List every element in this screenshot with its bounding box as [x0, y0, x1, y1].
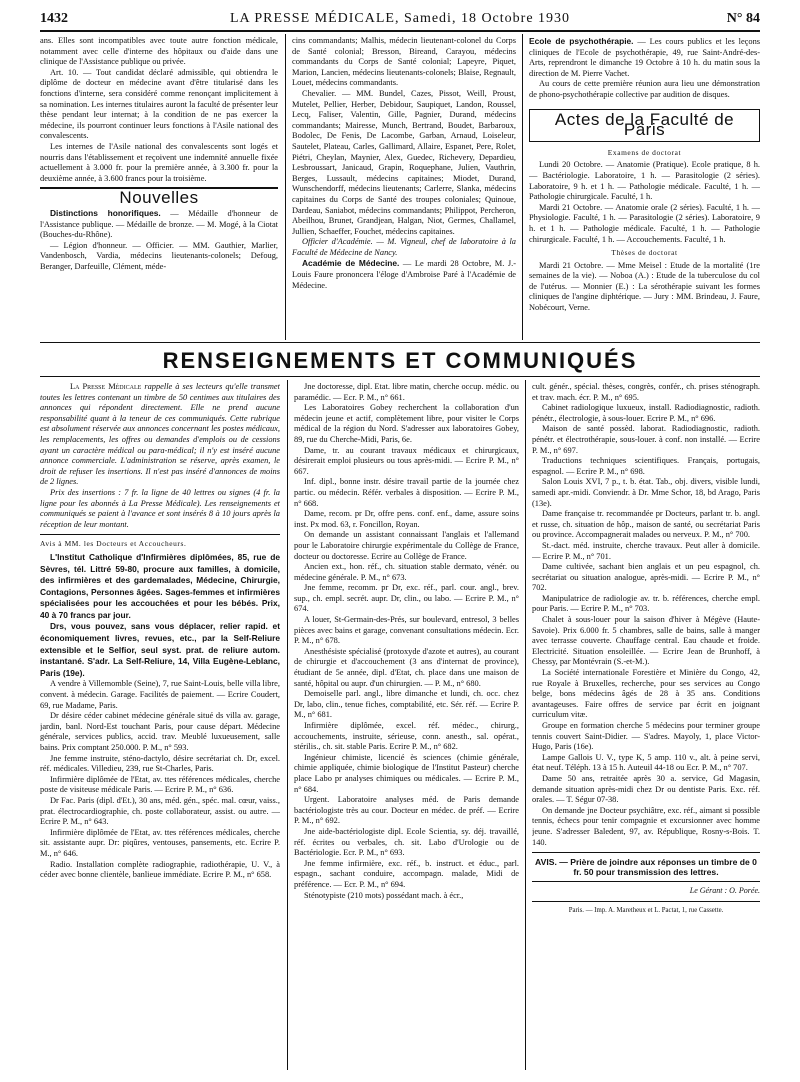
- column-divider: [522, 34, 523, 340]
- avis-notice: AVIS. — Prière de joindre aux réponses un timbre de 0 fr. 50 pour transmission des lettres.: [535, 857, 757, 878]
- paragraph: — Le mardi 28 Octobre, M. J.-Louis Faure prononcera l'éloge d'Ambroise Paré à l'Académie de Médecine.: [292, 259, 516, 290]
- classified-ad: Dame 50 ans, retraitée après 30 a. service, Gd Magasin, demande situation après-midi chez Dr ou dentiste Paris. Exc. réf. orales. — T. Ségur 07-38.: [532, 773, 760, 805]
- column-1-top: [40, 36, 278, 340]
- classified-ad: Dame cultivée, sachant bien anglais et un peu espagnol, ch. secrétariat ou situation analogue, après-midi. — Ecrire P. M., n° 702.: [532, 562, 760, 593]
- classified-ad: Sténotypiste (210 mots) possédant mach. à écr.,: [304, 890, 464, 900]
- paragraph: Art. 10. — Tout candidat déclaré admissible, qui obtiendra le diplôme de docteur en médecine avant d'être titularisé dans les fonctions d'interne, sera considéré comme renonçant implicitement à sa nomination. Les internes titulaires auront la faculté de présenter leur thèse pendant leur internat; à la condition de ne pas exercer la médecine, ils pourront continuer leurs fonctions à l'Asile national des convalescents.: [40, 67, 278, 141]
- divider: [532, 881, 760, 882]
- subheading: Académie de Médecine.: [302, 258, 400, 269]
- classified-ad: Dame, tr. au courant travaux médicaux et chirurgicaux, désirerait emploi plusieurs ou tous après-midi. — Ecrire P. M., n° 667.: [294, 445, 519, 476]
- subheading: Thèses de doctorat: [611, 248, 678, 258]
- section-banner: RENSEIGNEMENTS ET COMMUNIQUÉS: [162, 348, 638, 373]
- section-heading: Actes de la Faculté de Paris: [554, 109, 735, 140]
- divider: [532, 852, 760, 853]
- classified-ad: Traductions techniques scientifiques. Français, portugais, espagnol. — Ecrire P. M., n° 698.: [532, 456, 760, 476]
- classified-ad: Urgent. Laboratoire analyses méd. de Paris demande bactériologiste très au cour. Docteur en médec. de préf. — Ecrire P. M., n° 692.: [294, 795, 519, 826]
- classified-ad: Inf. dipl., bonne instr. désire travail partie de la journée chez partic. ou médecin. Référ. verbales à disposition. — Ecrire P. M., n° 668.: [294, 477, 519, 508]
- divider: [532, 901, 760, 902]
- classified-ad: Ancien ext., hon. réf., ch. situation stable dermato, vénér. ou médecine générale. P. M., n° 673.: [294, 562, 519, 582]
- classified-ad: Radio. Installation complète radiographie, radiothérapie, U. V., à céder avec bonne clientèle, banlieue immédiate. Ecrire P. M., n° 658.: [40, 859, 280, 880]
- classified-ad: Jne femme, recomm. pr Dr, exc. réf., parl. cour. angl., brev. sup., ch. empl. secrét. aupr. Dr, clin., ou labo. — Ecrire P. M., n° 674.: [294, 583, 519, 614]
- classified-ad: On demande un assistant connaissant l'anglais et l'allemand pour le Laboratoire chirurgie expérimentale du Collège de France, docteur ou doctoresse. Ecrire au Collège de France.: [294, 530, 519, 561]
- paragraph: cins commandants; Malhis, médecin lieutenant-colonel du Corps de Santé colonial; Bresson, Bireand, Carayou, médecins commandants du Corps de Santé colonial; Lapeyre, Piquet, Marion, Lancien, médecins lieutenants-colonels; Blaise, Regnault, Louet, médecins commandants.: [292, 36, 516, 88]
- intro-text: rappelle à ses lecteurs qu'elle transmet toutes les lettres contenant un timbre de 50 centimes aux titulaires des annonces qui répondent directement. Elle ne prend aucune responsabilité quant à la teneur de ces communiqués. Cette rubrique est absolument réservée aux annonces concernant les postes médicaux, les remplacements, les offres ou demandes d'emplois ou de cessions ayant un caractère médical ou para-médical; il n'y est inséré aucune annonce commerciale. L'administration se réserve, après examen, le droit de refuser les insertions. Il n'est pas inséré d'annonces de moins de 2 lignes.: [40, 382, 280, 487]
- classified-ad: Infirmière diplômée de l'Etat, av. ttes références médicales, cherche sit. assistante aupr. Dr: piqûres, ventouses, pansements, etc. Ecrire P. M., n° 646.: [40, 827, 280, 858]
- classified-ad: Groupe en formation cherche 5 médecins pour terminer groupe tennis couvert Saint-Didier. — S'adres. Mayoly, 1, place Victor-Hugo, Paris (16e).: [532, 721, 760, 752]
- classified-ad: cult. génér., spécial. thèses, congrès, confér., ch. prises sténograph. et trav. mach. écr. P. M., n° 695.: [532, 382, 760, 402]
- classified-ad: Drs, vous pouvez, sans vous déplacer, relier rapid. et économiquement livres, revues, etc., par la Self-Reliure extensible et le Selfior, seul syst. prat. de reliure autom. instantané. S'adr. La Self-Reliure, 14, Villa Eugène-Leblanc, Paris (19e).: [40, 621, 280, 678]
- classified-ad: Maison de santé possèd. laborat. Radiodiagnostic, radioth. pénétr. et électrothérapie, sous-louer. à conf. non installé. — Ecrire P. M., n° 697.: [532, 424, 760, 455]
- subheading: Ecole de psychothérapie.: [529, 36, 634, 46]
- ads-notice: Avis à MM. les Docteurs et Accoucheurs.: [40, 539, 187, 549]
- classified-ad: Les Laboratoires Gobey recherchent la collaboration d'un médecin jeune et actif, complètement libre, pour visiter le Corps médical de la région du Nord. S'adresser aux laboratoires Gobey, 89, rue du Cherche-Midi, Paris, 6e.: [294, 403, 519, 444]
- classified-ad: Chalet à sous-louer pour la saison d'hiver à Mégève (Haute-Savoie). Prix 6.000 fr. 5 chambres, salle de bains, salle à manger avec terrasse couverte. Chauffage central. Eau chaude et froide. Electricité. Situation ensoleillée. — Ecrire Jean de Brunhoff, à Chessy, par Montévrain (S.-et-M.).: [532, 615, 760, 667]
- classified-ad: Anesthésiste spécialisé (protoxyde d'azote et autres), au courant de chirurgie et d'accouchement (3 ans d'internat de province), étudiant de 5e année, dipl. d'Etat, ch. place dans une maison de santé, hôpital ou aupr. d'un chirurgien. — P. M., n° 680.: [294, 646, 519, 688]
- paragraph: — Médaille d'honneur de l'Assistance publique. — Médaille de bronze. — M. Mogé, à la Ciotat (Bouches-du-Rhône).: [40, 208, 278, 240]
- gerant-line: Le Gérant : O. Porée.: [689, 886, 760, 896]
- column-3-ads: [532, 382, 760, 1072]
- paragraph: Chevalier. — MM. Bundel, Cazes, Pissot, Weill, Proust, Mutelet, Pellier, Herber, Debidour, Saupiquet, Landon, Roussel, Lecq, Faliser, Valentin, Gille, Pagnier, Durand, médecins commandants; Mairesse, Munch, Bertrand, Boudet, Barbaroux, Bodolec, De Fenis, De Lacombe, Garban, Arnaud, Loiseleur, Sautelet, Plateau, Carles, Gallimard, Allaire, Espanet, Pere, Rolet, Piétri, Cheylan, Maynier, Alex, Guedec, Richevery, Depardieu, Lesbroussart, Janicaud, Grapin, Roquephane, Julien, Vauthrin, Berges, Lussault, médecins capitaines; Miodet, Durand, Wunschendorff, médecins lieutenants; Carlerre, Slanka, médecins capitaines du Corps de Santé des troupes coloniales; Quinoue, Dardeau, Saniabot, médecins commandants; Philippot, Percheron, Abeilhou, Brunet, Grandjean, Halgan, Niot, Germes, Challamel, Jullien, Schaeffer, Fouchet, médecins capitaines.: [292, 88, 516, 236]
- classified-ad: L'Institut Catholique d'Infirmières diplômées, 85, rue de Sèvres, tél. Littré 59-80, procure aux familles, à domicile, des infirmières et des gardemalades, Médecine, Chirurgie, Contagions, Personnes âgées. Sages-femmes et infirmières spécialisées pour les accouchées et pour les bébés. Prix, 40 à 70 francs par jour.: [40, 551, 280, 620]
- classified-ad: Manipulatrice de radiologie av. tr. b. références, cherche empl. pour Paris. — Ecrire P. M., n° 703.: [532, 593, 760, 614]
- divider: [40, 534, 280, 535]
- classified-ad: A vendre à Villemomble (Seine), 7, rue Saint-Louis, belle villa libre, convent. à médecin. Garage. Facilités de paiement. — Ecrire Coudert, 69, rue Madame, Paris.: [40, 679, 280, 710]
- classified-ad: Dr Fac. Paris (dipl. d'Et.), 30 ans, méd. gén., spéc. mal. cœur, vaiss., prat. électrocardiographie, ch. poste collaborateur, assist. ou autre. — Ecrire P. M., n° 643.: [40, 795, 280, 827]
- classified-ad: La Société internationale Forestière et Minière du Congo, 42, rue Royale à Bruxelles, recherche, pour ses services au Congo belge, bons médecins âgés de 28 à 35 ans. Conditions avantageuses. Faire offres de service par écrit en joignant curriculum vitæ.: [532, 668, 760, 720]
- classified-ad: Jne aide-bactériologiste dipl. Ecole Scientia, sy. déj. travaillé, réf. écrites ou verbales, ch. sit. Labo d'Urologie ou de Bactériologie. Ecr. P. M., n° 693.: [294, 826, 519, 858]
- page-header: [40, 8, 760, 32]
- classified-ad: Salon Louis XVI, 7 p., t. b. état. Tab., obj. divers, visible lundi, samedi apr.-midi. Conviendr. à Dr. Mme Schor, 18, bd Arago, Paris (13e).: [532, 477, 760, 508]
- classified-ad: Jne doctoresse, dipl. Etat. libre matin, cherche occup. médic. ou paramédic. — Ecr. P. M., n° 661.: [294, 382, 519, 402]
- imprint-line: Paris. — Imp. A. Maretheux et L. Pactat, 1, rue Cassette.: [568, 906, 724, 914]
- classified-ad: Cabinet radiologique luxueux, install. Radiodiagnostic, radioth. pénétr., électrologie, à sous-louer. Ecrire P. M., n° 696.: [532, 403, 760, 423]
- divider: [40, 376, 760, 377]
- classified-ad: Infirmière diplômée de l'Etat, av. ttes références médicales, cherche poste de visiteuse médicale Paris. — Ecrire P. M., n° 636.: [40, 774, 280, 795]
- publication-title: LA PRESSE MÉDICALE, Samedi, 18 Octobre 1930: [229, 11, 571, 26]
- classified-ad: On demande jne Docteur psychiâtre, exc. réf., aimant si possible tennis, échecs pour tenir compagnie et excursionner avec homme jeune. S'adresser Baledent, 97, av. République, Rosny-s-Bois. T. 140.: [532, 805, 760, 847]
- paragraph: Officier d'Académie. — M. Vigneul, chef de laboratoire à la Faculté de Médecine de Nancy.: [292, 237, 516, 257]
- classified-ad: A louer, St-Germain-des-Prés, sur boulevard, entresol, 3 belles pièces avec bains et garage, convenant consultations médecin. Ecr. P. M., n° 678.: [294, 615, 519, 646]
- classified-ad: Ingénieur chimiste, licencié ès sciences (chimie générale, chimie appliquée, chimie biologique de l'Institut Pasteur) cherche place Labo pr analyses chimiques ou médicales. — Ecrire P. M., n° 684.: [294, 752, 519, 794]
- column-2-ads: [294, 382, 519, 1072]
- paragraph: Mardi 21 Octobre. — Anatomie orale (2 séries). Faculté, 1 h. — Physiologie. Faculté, 1 h. — Parasitologie (2 séries). Laboratoire, 9 h. et 1 h. — Pathologie médicale. Faculté, 1 h. — Pathologie chirurgicale. Faculté, 1 h. — Accouchements. Faculté, 1 h.: [529, 202, 760, 244]
- intro-lead: La Presse Médicale: [70, 382, 142, 391]
- column-2-top: [292, 36, 516, 340]
- classified-ad: Dame française tr. recommandée pr Docteurs, parlant tr. b. angl. et russe, ch. situation de hôp., maison de santé, ou secrétariat Paris ou province. Accompagnerait malades ou nerveux. P. M., n° 700.: [532, 509, 760, 540]
- column-3-top: [529, 36, 760, 340]
- paragraph: Les internes de l'Asile national des convalescents sont logés et nourris dans l'établissement et reçoivent une indemnité annuelle fixée actuellement à 3.000 fr. pour la première année, à 3.300 fr. pour la deuxième année, à 3.600 francs pour la troisième.: [40, 141, 278, 183]
- divider: [40, 342, 760, 343]
- paragraph: Lundi 20 Octobre. — Anatomie (Pratique). Ecole pratique, 8 h. — Bactériologie. Laboratoire, 1 h. — Parasitologie (2 séries). Laboratoire, 9 h. et 1 h. — Pathologie médicale. Faculté, 1 h. — Pathologie chirurgicale. Faculté, 1 h.: [529, 160, 760, 202]
- subheading: Distinctions honorifiques.: [50, 207, 161, 218]
- classified-ad: Dr désire céder cabinet médecine générale situé ds villa av. garage, jardin, banl. Nord-Est touchant Paris, pour cause départ. Médecine générale, services publics, accid. trav. Meublé luxueusement, salle bains. Prix comptant 250.000. P. M., n° 593.: [40, 711, 280, 752]
- subheading: Examens de doctorat: [607, 147, 682, 157]
- classified-ad: Jne femme instruite, sténo-dactylo, désire secrétariat ch. Dr, excel. réf. médicales. Villedieu, 239, rue St-Charles, Paris.: [40, 753, 280, 774]
- paragraph: — Les cours publics et les leçons cliniques de l'Ecole de psychothérapie, 49, rue Saint-André-des-Arts, reprendront le dimanche 19 Octobre à 10 h. du matin sous la direction de M. Pierre Vachet.: [529, 37, 760, 78]
- column-divider: [285, 34, 286, 340]
- paragraph: Au cours de cette première réunion aura lieu une démonstration de phono-psychothérapie collective par audition de disques.: [529, 79, 760, 99]
- column-divider: [525, 380, 526, 1070]
- actes-heading-box: [529, 109, 760, 142]
- intro-text: Prix des insertions : 7 fr. la ligne de 40 lettres ou signes (4 fr. la ligne pour les abonnés à La Presse Médicale). Les renseignements et communiqués se paient à l'avance et sont insérés 8 à 10 jours après la réception de leur montant.: [40, 487, 280, 529]
- classified-ad: Dame, recom. pr Dr, offre pens. conf. enf., dame, assure soins inst. Px mod. 63, r. Foncillon, Royan.: [294, 509, 519, 529]
- classified-ad: Demoiselle parl. angl., libre dimanche et lundi, ch. occ. chez Dr, labo, clin., tenue fiches, comptabilité, etc. Sér. réf. — Ecrire P. M., n° 681.: [294, 689, 519, 720]
- classified-ad: Lampe Gallois U. V., type K, 5 amp. 110 v., alt. à peine servi, état neuf. Téléph. 13 à 15 h. Auteuil 44-18 ou Ecr. P. M., n° 707.: [532, 752, 760, 773]
- section-heading: Nouvelles: [119, 188, 199, 208]
- column-divider: [287, 380, 288, 1070]
- classified-ad: Jne femme infirmière, exc. réf., b. instruct. et éduc., parl. espagn., sachant conduire, accompagn. malade, Midi de préférence. — Ecr. P. M., n° 694.: [294, 858, 519, 889]
- page-number: 1432: [40, 11, 68, 26]
- paragraph: — Légion d'honneur. — Officier. — MM. Gauthier, Marlier, Vandenbosch, Vardia, médecins lieutenants-colonels; Defoug, Beranger, Darfeuille, Clément, méde-: [40, 240, 278, 271]
- classified-ad: Infirmière diplômée, excel. réf. médec., chirurg., accouchements, instruite, sérieuse, conn. anesth., sal. opérat., stérilis., ch. sit. stable Paris. Ecrire P. M., n° 682.: [294, 721, 519, 752]
- paragraph: ans. Elles sont incompatibles avec toute autre fonction médicale, notamment avec celle d'interne des hôpitaux ou d'aide dans une clinique de l'Assistance publique ou privée.: [40, 36, 278, 67]
- paragraph: Mardi 21 Octobre. — Mme Meisel : Etude de la mortalité (1re semaines de la vie). — Noboa (A.) : Etude de la tuberculose du col de l'utérus. — Monnier (E.) : La sérothérapie suivant les formes cliniques de l'angine diphtérique. — Jury : MM. Brindeau, J. Faure, Nobécourt, Verne.: [529, 260, 760, 313]
- issue-number: N° 84: [726, 11, 760, 26]
- classified-ad: St.-dact. méd. instruite, cherche travaux. Peut aller à domicile. — Ecrire P. M., n° 701.: [532, 540, 760, 561]
- column-1-ads: [40, 382, 280, 1072]
